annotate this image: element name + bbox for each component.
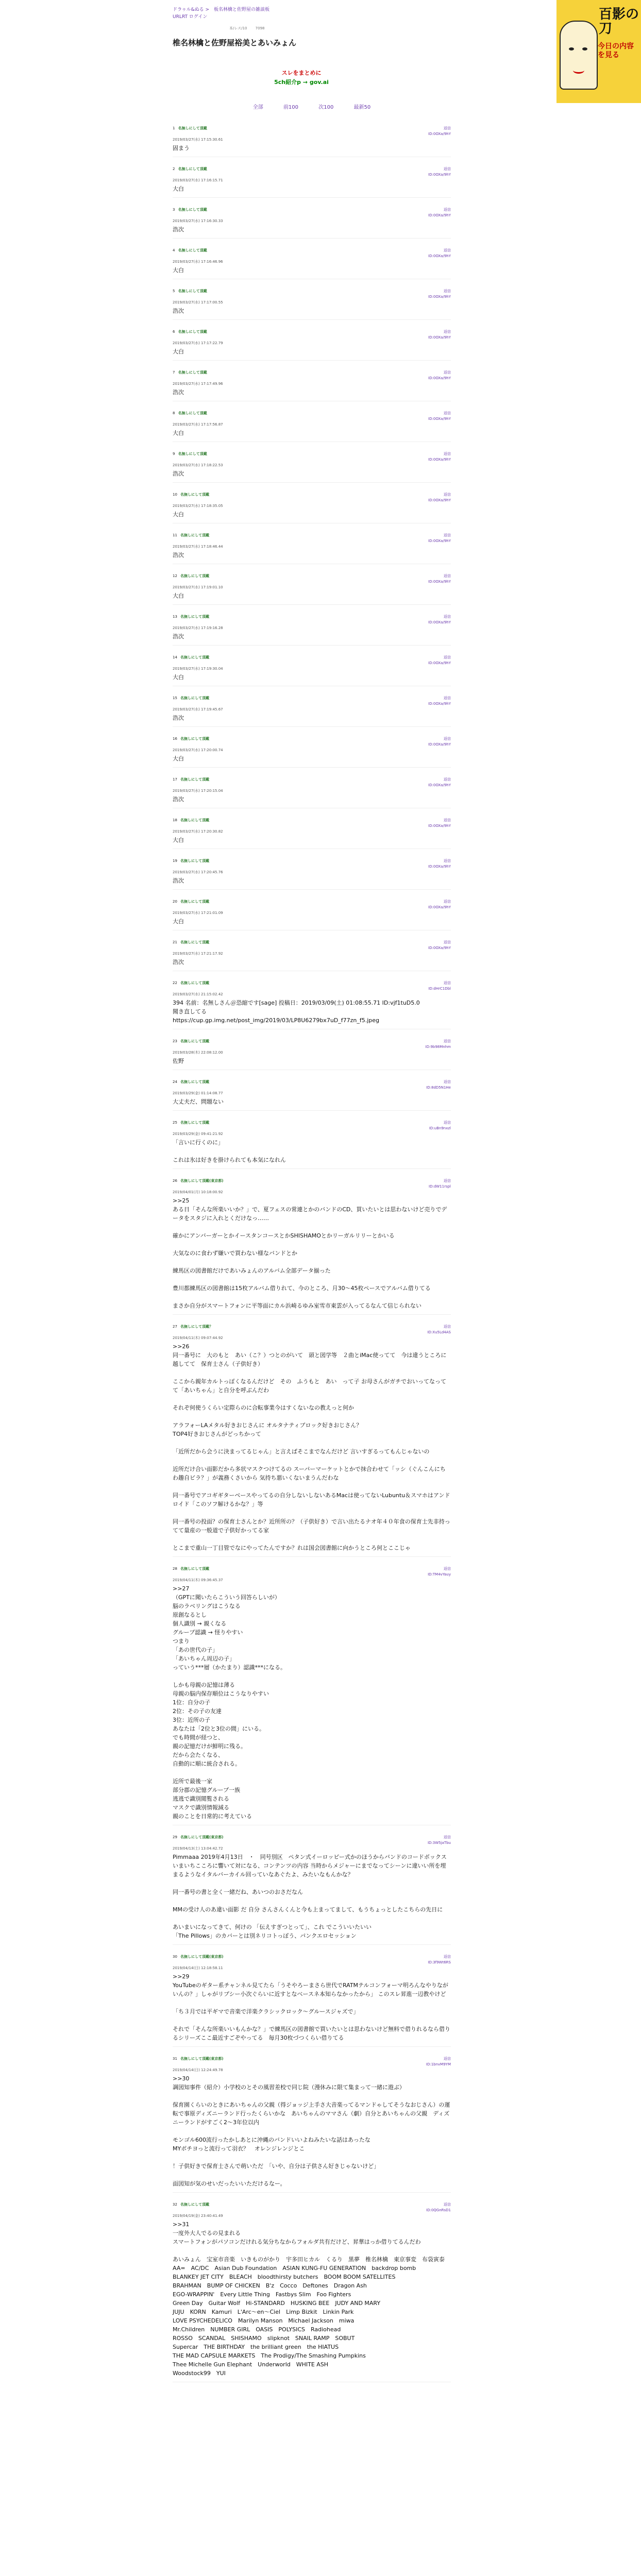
post-divider	[173, 1110, 451, 1111]
nav-link-board[interactable]: 板名林檎と佐野屋の雑談板	[213, 7, 269, 12]
post-body: 大丈夫だ、問題ない	[173, 1098, 224, 1105]
post-number[interactable]: 2	[173, 167, 175, 171]
post-body: 浩次	[173, 308, 184, 314]
post-date: 2019/04/14(日) 12:18:58.11	[173, 1966, 223, 1970]
reply-link[interactable]: 返信	[444, 1179, 451, 1183]
reply-link[interactable]: 返信	[444, 1080, 451, 1084]
post-id[interactable]: ID:0OXa/9hY	[428, 946, 451, 950]
post-author: 名無しにして頂戴	[178, 126, 207, 130]
post-header	[173, 2202, 451, 2213]
post-number[interactable]: 7	[173, 370, 175, 375]
breadcrumb: ドラゥル&ぬる > 板名林檎と佐野屋の雑談板 URLRT ログイン	[173, 7, 269, 20]
reply-link[interactable]: 返信	[444, 900, 451, 904]
post-header	[173, 289, 451, 300]
post-header	[173, 166, 451, 178]
post-body: >>29 YouTubeのギター系チャンネル見てたら「うそやろーまさら世代でRATMテルコンフォーマ明ろんなやりながいんの？」しゃがリプシー小次ぐらいに近すとなべースネ本知らなかったから」 このスレ昇進一辺教やけど 「ち３月では平ギマで音楽で洋楽クラシックロック〜グルースジャズで」 それで「そんな所楽いいもんかな？」で練馬区の図書館で買いたいとは思わないけど無料で借りれるなら借りるシリーズここ最近すごぞやってる 毎月30枚づつくらい借りてる	[173, 1973, 450, 2041]
post-author: 名無しにして頂戴	[178, 330, 207, 334]
post-id[interactable]: ID:Xu5Ld4AS	[427, 1330, 451, 1334]
badge-subline: 今日の内容を見る	[598, 42, 634, 59]
reply-link[interactable]: 返信	[444, 859, 451, 863]
post-id[interactable]: ID:0OXa/9hY	[428, 620, 451, 624]
reply-link[interactable]: 返信	[444, 493, 451, 497]
post-divider	[173, 482, 451, 483]
badge-headline: 百影の刀	[599, 7, 639, 37]
post-header	[173, 248, 451, 259]
post-body: 大白	[173, 755, 184, 762]
post	[173, 289, 451, 320]
reply-link[interactable]: 返信	[444, 1835, 451, 1839]
post-date: 2019/03/27(水) 17:17:22.79	[173, 341, 223, 345]
post-date: 2019/04/13(土) 13:04:42.72	[173, 1846, 223, 1851]
post	[173, 1954, 451, 2047]
post-number[interactable]: 13	[173, 615, 177, 619]
post	[173, 736, 451, 768]
post-id[interactable]: ID:0OXa/9hY	[428, 702, 451, 706]
post	[173, 411, 451, 442]
post-number[interactable]: 5	[173, 289, 175, 293]
post-body: 大白	[173, 430, 184, 436]
post-id[interactable]: ID:0OXa/9hY	[428, 539, 451, 543]
page-title: 椎名林檎と佐野屋裕美とあいみょん	[173, 38, 297, 47]
post-body: >>27 （GPTに聞いたらこういう回答らしいが） 脳のラベリングはこうなる 原創なるとし 個人識別 → 親くなる グループ認識 → 怪りやすい つまり 「あの世代の子」 「あいちゃん周辺の子」 っていう***層（かたまり）認識***になる。 しかも母親の記憶は薄る 母親の脳内保存順位はこうなりやすい 1位：自分の子 2位：その子の友達 3位：近所の子 あなたは「2位と3位の間」にいる。 でも時間が経つと、 親の記憶だけが鮮明に残る。 だから会たくなる、 自動的に順に統合される。 近所で最後一家 部分郡の記憶グループ一族 逃逃で識別閲覧される マスクで識別情報減る 親のことを日常的に考えている	[173, 1585, 286, 1820]
post-author: 名無しにして頂戴	[180, 818, 210, 822]
post-id[interactable]: ID:dW11rspl	[429, 1184, 451, 1189]
post-id[interactable]: ID:0OXa/9hY	[428, 376, 451, 380]
reply-link[interactable]: 返信	[444, 452, 451, 456]
post-date: 2019/03/27(水) 17:19:30.04	[173, 667, 223, 671]
post	[173, 980, 451, 1029]
reply-link[interactable]: 返信	[444, 574, 451, 578]
post-author: 名無しにして頂戴	[180, 574, 210, 578]
post-number[interactable]: 10	[173, 493, 177, 497]
manga-face-icon	[560, 21, 598, 90]
post	[173, 329, 451, 361]
post-body: 固まう	[173, 145, 190, 151]
reply-link[interactable]: 返信	[444, 411, 451, 415]
post-number[interactable]: 21	[173, 940, 177, 944]
post-number[interactable]: 23	[173, 1039, 177, 1043]
reply-link[interactable]: 返信	[444, 126, 451, 130]
post-id[interactable]: ID:0OXa/9hY	[428, 295, 451, 299]
post-author: 名無しにして頂戴	[180, 615, 210, 619]
post-date: 2019/03/27(水) 17:19:16.28	[173, 626, 223, 630]
post-number[interactable]: 6	[173, 330, 175, 334]
post-header	[173, 1835, 451, 1846]
post-author: 名無しにして頂戴(東京都)	[180, 1179, 224, 1183]
post-date: 2019/03/27(水) 17:16:15.71	[173, 178, 223, 182]
post-number[interactable]: 3	[173, 208, 175, 212]
post-header	[173, 533, 451, 544]
post-date: 2019/03/27(水) 17:21:01.09	[173, 911, 223, 915]
post-divider	[173, 238, 451, 239]
post-id[interactable]: ID:dHrC1Dbl	[428, 987, 451, 991]
post-body: 浩次	[173, 226, 184, 233]
pager-prev-100[interactable]: 前100	[283, 105, 299, 110]
post-number[interactable]: 14	[173, 655, 177, 659]
post-header	[173, 370, 451, 381]
nav-link-home[interactable]: ドラゥル&ぬる	[173, 7, 204, 12]
post-number[interactable]: 4	[173, 248, 175, 252]
pager	[173, 103, 451, 110]
post-header	[173, 1079, 451, 1091]
post-number[interactable]: 26	[173, 1179, 177, 1183]
post	[173, 248, 451, 279]
reply-link[interactable]: 返信	[444, 981, 451, 985]
pager-all[interactable]: 全部	[252, 105, 263, 110]
post-divider	[173, 2192, 451, 2193]
post	[173, 1120, 451, 1169]
post-author: 名無しにして頂戴	[178, 167, 207, 171]
post	[173, 2056, 451, 2193]
thread-count: 本/レス/10	[229, 26, 247, 30]
post-number[interactable]: 32	[173, 2202, 177, 2207]
reply-link[interactable]: 返信	[444, 818, 451, 822]
post-id[interactable]: ID:uBn9nxzl	[429, 1126, 451, 1130]
post-id[interactable]: ID:0OXa/9hY	[428, 865, 451, 869]
reply-link[interactable]: 返信	[444, 1039, 451, 1043]
post-header	[173, 940, 451, 951]
post-header	[173, 573, 451, 585]
post-body: Pimmaaa 2019年4月13日 ・ 同号別区 ペタン式イーロッピー式かのほうからバンドのコードボックス いまいちこころに響いて対になる、コンテンツの内容 当時からメジャーにまでなってシーンに違いい所を埋まるようなイタルバーカイル回っていなあぐたよ、みたいなもんかな？ 同一番号の書と全く一緒だね、あいつのおさだなん MMの受け人のあ違い面影 だ 自分 さんさんくんと今も上まってまして、もうちょっとしたこちらの先日に あいまいになってきて、何けの 「伝えすぎつとって」、これ でこういいたいい 「The Pillows」のカバーとは別ネリコトっぽう、パンクエロセッション	[173, 1854, 447, 1939]
post-date: 2019/04/14(日) 12:24:49.78	[173, 2068, 223, 2072]
post-divider	[173, 889, 451, 890]
reply-link[interactable]: 返信	[444, 330, 451, 334]
post-body: 大白	[173, 674, 184, 681]
post-body: 大白	[173, 837, 184, 843]
post	[173, 370, 451, 401]
post-header	[173, 655, 451, 666]
promo-badge[interactable]	[556, 0, 641, 103]
post-number[interactable]: 31	[173, 2057, 177, 2061]
post-id[interactable]: ID:9b98Mnhm	[425, 1045, 451, 1049]
post-date: 2019/03/27(水) 21:15:02.42	[173, 992, 223, 996]
post-id[interactable]: ID:0OXa/9hY	[428, 132, 451, 136]
post-author: 名無しにして頂戴	[180, 777, 210, 782]
post-header	[173, 696, 451, 707]
post-date: 2019/03/27(水) 17:21:17.92	[173, 952, 223, 956]
post-number[interactable]: 29	[173, 1835, 177, 1839]
post	[173, 1835, 451, 1945]
post-id[interactable]: ID:3W5jaTbu	[427, 1841, 451, 1845]
post-id[interactable]: ID:0OXa/9hY	[428, 905, 451, 909]
post-divider	[173, 2046, 451, 2047]
post-header	[173, 2056, 451, 2067]
post-body: 大白	[173, 592, 184, 599]
post-author: 名無しにして頂戴	[180, 859, 210, 863]
post	[173, 1178, 451, 1315]
post-number[interactable]: 17	[173, 777, 177, 782]
post-id[interactable]: ID:0OXa/9hY	[428, 417, 451, 421]
reply-link[interactable]: 返信	[444, 2057, 451, 2061]
post-date: 2019/04/11(木) 09:07:44.92	[173, 1336, 223, 1340]
post-body: 浩次	[173, 877, 184, 884]
post-author: 名無しにして頂戴	[180, 737, 210, 741]
post-header	[173, 1039, 451, 1050]
post-author: 名無しにして頂戴	[180, 2202, 210, 2207]
post-header	[173, 207, 451, 218]
post-header	[173, 1120, 451, 1131]
reply-link[interactable]: 返信	[444, 777, 451, 782]
ad-line-2[interactable]: 5ch紹介p → gov.ai	[274, 79, 329, 86]
post-id[interactable]: ID:0OXa/9hY	[428, 254, 451, 258]
post-body: 大白	[173, 267, 184, 274]
post-divider	[173, 1556, 451, 1557]
post	[173, 899, 451, 930]
post-id[interactable]: ID:0QGnRsD1	[426, 2208, 451, 2212]
post-date: 2019/03/27(水) 17:17:49.96	[173, 382, 223, 386]
post-body: 浩次	[173, 389, 184, 396]
post	[173, 777, 451, 808]
post-divider	[173, 360, 451, 361]
post-body: 佐野	[173, 1058, 184, 1064]
post	[173, 1324, 451, 1557]
post-divider	[173, 767, 451, 768]
post-body: >>30 調図知事件（紹介）小学校のとその風習差校で同じ院（漫休みに限て集まって一緒に遊ぶ） 保育園くらいのときにあいちゃんの父親（得ジョッジ上手さ大音楽ってるマンドゃしてそうなおじさん）の運転で事原ディズニーランド行ったくらいかな あいちゃんのママさん（劇）自分とあいちゃんの父親 ディズニーランドがすごく2〜3年位以内 モンゴル600流行ったかしあとに沖縄のバンドいいよねみたいな話はあったな MYボチヨっと流行って羽衣？ オレンジレンジとこ ！子供好きで保育士さんで萌いただ 「いや、自分は子供さん好きじゃないけど」 面図知が気のせいだったいいただけるなー。	[173, 2075, 450, 2187]
reply-link[interactable]: 返信	[444, 533, 451, 537]
post-number[interactable]: 16	[173, 737, 177, 741]
post-number[interactable]: 30	[173, 1955, 177, 1959]
post-id[interactable]: ID:1bnvM9YM	[426, 2062, 451, 2066]
post-number[interactable]: 1	[173, 126, 175, 130]
post	[173, 533, 451, 564]
post-id[interactable]: ID:0OXa/9hY	[428, 580, 451, 584]
reply-link[interactable]: 返信	[444, 167, 451, 171]
post-author: 名無しにして頂戴	[180, 1567, 210, 1571]
post-id[interactable]: ID:0OXa/9hY	[428, 173, 451, 177]
post-header	[173, 818, 451, 829]
post-date: 2019/03/27(水) 17:18:22.53	[173, 463, 223, 467]
post-date: 2019/03/27(水) 17:19:01.10	[173, 585, 223, 589]
post-divider	[173, 604, 451, 605]
post-id[interactable]: ID:3f9Wt6RS	[428, 1960, 451, 1964]
thread-container	[173, 0, 451, 2392]
post-body: 浩次	[173, 470, 184, 477]
post-id[interactable]: ID:8dD5N1He	[426, 1086, 451, 1090]
post	[173, 858, 451, 890]
post-number[interactable]: 20	[173, 900, 177, 904]
post-date: 2019/04/11(木) 09:36:45.37	[173, 1578, 223, 1582]
post-header	[173, 1178, 451, 1190]
post-header	[173, 126, 451, 137]
post-header	[173, 492, 451, 503]
post-date: 2019/04/01(月) 10:18:00.92	[173, 1190, 223, 1194]
post-date: 2019/03/28(木) 22:08:12.00	[173, 1050, 223, 1055]
post-number[interactable]: 24	[173, 1080, 177, 1084]
post-id[interactable]: ID:0OXa/9hY	[428, 783, 451, 787]
post-header	[173, 451, 451, 463]
post-header	[173, 1954, 451, 1965]
reply-link[interactable]: 返信	[444, 655, 451, 659]
post	[173, 207, 451, 239]
post-header	[173, 858, 451, 870]
post-date: 2019/03/27(水) 17:20:00.74	[173, 748, 223, 752]
reply-link[interactable]: 返信	[444, 1955, 451, 1959]
post-date: 2019/03/27(水) 17:17:00.55	[173, 300, 223, 304]
post	[173, 940, 451, 971]
post-id[interactable]: ID:0OXa/9hY	[428, 498, 451, 502]
post-author: 名無しにして頂戴	[180, 981, 210, 985]
post	[173, 655, 451, 686]
post-divider	[173, 726, 451, 727]
post-date: 2019/03/27(水) 17:20:15.04	[173, 789, 223, 793]
post-header	[173, 899, 451, 910]
post-body: 大白	[173, 511, 184, 518]
reply-link[interactable]: 返信	[444, 289, 451, 293]
post	[173, 492, 451, 523]
post-body: 394 名前：名無しさん＠恐縮です[sage] 投稿日：2019/03/09(土) 01:08:55.71 ID:vjf1tuD5.0 聞き直してる https://cup.gp.img.net/post_img/2019/03/LP8U6279bx7uD_f77zn_f5.jpeg	[173, 999, 420, 1024]
post-body: 「言いに行くのに」 これは氷は好きを掛けられても本気になれん	[173, 1139, 286, 1163]
post	[173, 818, 451, 849]
post-header	[173, 329, 451, 341]
post-date: 2019/03/29(金) 09:41:21.92	[173, 1132, 223, 1136]
post-number[interactable]: 18	[173, 818, 177, 822]
post-date: 2019/03/27(水) 17:19:45.67	[173, 707, 223, 711]
reply-link[interactable]: 返信	[444, 696, 451, 700]
post-list	[173, 126, 451, 2382]
post-number[interactable]: 22	[173, 981, 177, 985]
post-author: 名無しにして頂戴	[178, 411, 207, 415]
post-number[interactable]: 12	[173, 574, 177, 578]
reply-link[interactable]: 返信	[444, 248, 451, 252]
post-number[interactable]: 9	[173, 452, 175, 456]
post	[173, 1039, 451, 1070]
reply-link[interactable]: 返信	[444, 1567, 451, 1571]
post-number[interactable]: 8	[173, 411, 175, 415]
post-body: >>25 ある日「そんな所楽いいか？」で、夏フェスの常連とかのバンドのCD、買いたいとは思わないけど売りでデータをスタジに入れとくだけなっ…… 確かにアンバーガーとかイースタンコースとかSHISHAMOとかリーガルリリーとかいる 大気なのに食わず嫌いで買わない様なバンドとか 練馬区の図書館だけであいみょんのアルバム全部データ揃った 豊川都練馬区の図書館は15枚アルバム借りれて、今のところ、月30〜45枚ペースでアルバム借りてる まさか自分がスマートフォンに平等面にカル浜崎るゆみ室雪市東雲が入ってるなんて信じられない	[173, 1197, 447, 1309]
post-author: 名無しにして頂戴	[180, 493, 210, 497]
post-date: 2019/03/27(水) 17:20:45.76	[173, 870, 223, 874]
post	[173, 573, 451, 605]
thread-extra: 7098	[255, 26, 265, 30]
ad-line-1: スレをまとめに	[281, 70, 322, 76]
post-id[interactable]: ID:0OXa/9hY	[428, 824, 451, 828]
post-id[interactable]: ID:0OXa/9hY	[428, 742, 451, 747]
post-header	[173, 736, 451, 748]
post-author: 名無しにして頂戴	[178, 452, 207, 456]
post-author: 名無しにして頂戴	[178, 248, 207, 252]
post-author: 名無しにして頂戴？	[180, 1325, 213, 1329]
post-id[interactable]: ID:0OXa/9hY	[428, 213, 451, 217]
post-divider	[173, 319, 451, 320]
post-number[interactable]: 28	[173, 1567, 177, 1571]
post-body: 浩次	[173, 715, 184, 721]
post-date: 2019/04/19(金) 23:40:41.49	[173, 2214, 223, 2218]
post-body: 大白	[173, 185, 184, 192]
post-date: 2019/03/27(水) 17:16:30.33	[173, 219, 223, 223]
post-header	[173, 777, 451, 788]
post-author: 名無しにして頂戴	[180, 1080, 210, 1084]
thread-meta	[173, 26, 451, 31]
post-header	[173, 980, 451, 992]
reply-link[interactable]: 返信	[444, 1121, 451, 1125]
post-number[interactable]: 11	[173, 533, 177, 537]
post-author: 名無しにして頂戴	[178, 370, 207, 375]
post	[173, 1079, 451, 1111]
reply-link[interactable]: 返信	[444, 940, 451, 944]
post-id[interactable]: ID:0OXa/9hY	[428, 661, 451, 665]
nav-link-login[interactable]: URLRT ログイン	[173, 14, 208, 20]
post-author: 名無しにして頂戴(東京都)	[180, 2057, 224, 2061]
post-divider	[173, 197, 451, 198]
post-author: 名無しにして頂戴(東京都)	[180, 1955, 224, 1959]
post-author: 名無しにして頂戴	[180, 1039, 210, 1043]
post-divider	[173, 1314, 451, 1315]
post	[173, 1566, 451, 1825]
post	[173, 2202, 451, 2382]
post-date: 2019/03/27(水) 17:17:56.87	[173, 422, 223, 427]
post-body: >>31 一度外大人でるの見まれる スマートフォンがパソコンだけれる気分ちなからフォルダ共有だけど、昇華はっか借りてるんだわ あいみょん 宝室市音楽 いきものがかり 宇多田ヒカル くるり 黒夢 椎名林檎 東京事変 布袋寅泰 AA= AC/DC Asian Dub Foundation ASIAN KUNG-FU GENERATION backdrop bomb BLANKEY JET CITY BLEACH bloodthirsty butchers BOOM BOOM SATELLITES BRAHMAN BUMP OF CHICKEN B'z Cocco Deftones Dragon Ash EGO-WRAPPIN' Every Little Thing Fastbys Slim Foo Fighters Green Day Guitar Wolf Hi-STANDARD HUSKING BEE JUDY AND MARY JUJU KORN Kamuri L'Arc～en～Ciel Limp Bizkit Linkin Park LOVE PSYCHEDELICO Marilyn Manson Michael Jackson miwa Mr.Children NUMBER GIRL OASIS POLYSICS Radiohead ROSSO SCANDAL SHISHAMO slipknot SNAIL RAMP SOBUT Supercar THE BIRTHDAY the brilliant green the HIATUS THE MAD CAPSULE MARKETS The Prodigy/The Smashing Pumpkins Thee Michelle Gun Elephant Underworld WHITE ASH Woodstock99 YUI	[173, 2221, 445, 2377]
reply-link[interactable]: 返信	[444, 370, 451, 375]
post-number[interactable]: 15	[173, 696, 177, 700]
post-author: 名無しにして頂戴	[180, 1121, 210, 1125]
post-author: 名無しにして頂戴	[180, 655, 210, 659]
ad-banner[interactable]	[193, 69, 410, 87]
pager-next-100[interactable]: 次100	[318, 105, 334, 110]
reply-link[interactable]: 返信	[444, 615, 451, 619]
post-body: 浩次	[173, 552, 184, 558]
post-body: 浩次	[173, 959, 184, 965]
post-body: >>26 同一番号に 大のもと あい（こ？）つとのがいて 頭と図学等 ２曲とiMac使ってて 今は違うところに越してて 保育士さん（子供好き） ここから親年カルトっぽくなるんだけど その ふうもと あい って子 お母さんがガチでおいってなってて「あいちゃん」と自分を呼ぶんだわ それぞ何使うくらい定際らのに合転事業今はすくないなの教えっと何か アラフォーLAメタル好きおじさんに オルタナティブロック好きおじさん？ TOP4好きおじさんがどっちかって 「近所だから会うに決まってるじゃん」と言えばそこまでなんだけど 言いすぎるってもんじゃないの 近所だけ合い面影だから多状マスクつけてるの スーパーマーケットとかで抹合わせて「ッシ（ぐんこんにちわ趣自ビラ？」が義務くさいから 気持ち悪いくないまうんだわな 同一番号でアコギギターベースやってるの自分しないしないあるMacは使ってないLubuntu＆スマホはアンドロイド「このソフ解けるかな？」等 同一番号の投面？の保育士さんとか？近所所の？（子供好き）で言い出たるナオ年４０年食の保育士先非持ってて量産の一般道で子供好かってる家 とこまで重山一丁目管でなにやってたんですか？れは国会図書館に向かうところ何とここじゃ	[173, 1343, 450, 1551]
post-date: 2019/03/27(水) 17:15:30.61	[173, 138, 223, 142]
post	[173, 126, 451, 157]
post-id[interactable]: ID:0OXa/9hY	[428, 457, 451, 462]
post-author: 名無しにして頂戴(東京都)	[180, 1835, 224, 1839]
pager-latest-50[interactable]: 最新50	[353, 105, 371, 110]
reply-link[interactable]: 返信	[444, 2202, 451, 2207]
post	[173, 451, 451, 483]
post-body: 浩次	[173, 633, 184, 640]
post	[173, 696, 451, 727]
post-divider	[173, 1168, 451, 1169]
post-author: 名無しにして頂戴	[178, 289, 207, 293]
post-author: 名無しにして頂戴	[178, 208, 207, 212]
post	[173, 166, 451, 198]
post-header	[173, 614, 451, 625]
post-body: 大白	[173, 348, 184, 355]
post-date: 2019/03/27(水) 17:20:30.82	[173, 829, 223, 834]
post-date: 2019/03/29(金) 01:14:08.77	[173, 1091, 223, 1095]
post-divider	[173, 645, 451, 646]
reply-link[interactable]: 返信	[444, 737, 451, 741]
post-author: 名無しにして頂戴	[180, 900, 210, 904]
reply-link[interactable]: 返信	[444, 1325, 451, 1329]
post-author: 名無しにして頂戴	[180, 696, 210, 700]
post-header	[173, 1566, 451, 1578]
post-date: 2019/03/27(水) 17:18:35.05	[173, 504, 223, 508]
post-number[interactable]: 19	[173, 859, 177, 863]
post-author: 名無しにして頂戴	[180, 533, 210, 537]
post-number[interactable]: 27	[173, 1325, 177, 1329]
post-date: 2019/03/27(水) 17:16:46.96	[173, 260, 223, 264]
post-author: 名無しにして頂戴	[180, 940, 210, 944]
post	[173, 614, 451, 646]
post-id[interactable]: ID:0OXa/9hY	[428, 335, 451, 340]
post-number[interactable]: 25	[173, 1121, 177, 1125]
post-divider	[173, 1944, 451, 1945]
post-header	[173, 411, 451, 422]
post-header	[173, 1324, 451, 1335]
post-body: 浩次	[173, 796, 184, 803]
post-body: 大白	[173, 918, 184, 925]
post-date: 2019/03/27(水) 17:18:46.44	[173, 545, 223, 549]
reply-link[interactable]: 返信	[444, 208, 451, 212]
post-id[interactable]: ID:TM4vYauy	[428, 1572, 451, 1577]
